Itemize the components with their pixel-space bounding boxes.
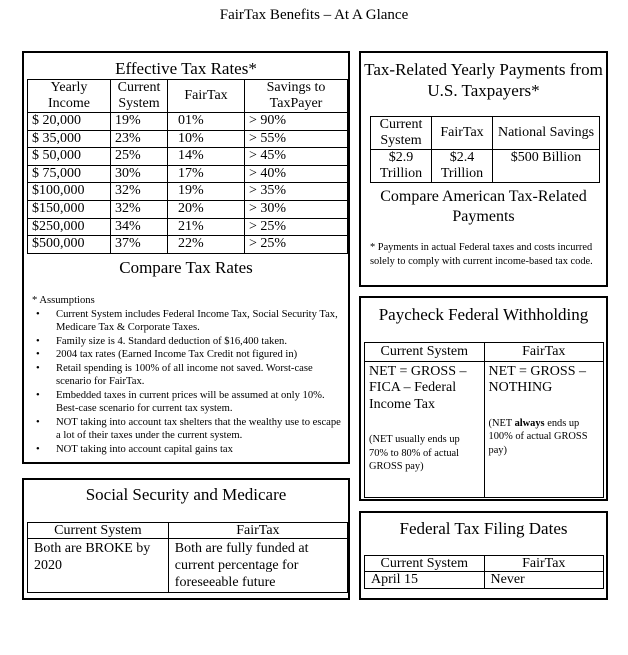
current-net-formula: NET = GROSS – FICA – Federal Income Tax xyxy=(369,363,467,412)
fairtax-rate-cell: 21% xyxy=(168,218,245,236)
fairtax-net-note xyxy=(489,417,600,458)
fairtax-net-formula: NET = GROSS – NOTHING xyxy=(488,363,586,396)
note-text: (NET xyxy=(488,417,515,429)
filing-dates-panel xyxy=(359,511,608,600)
table-row xyxy=(28,200,348,218)
fairtax-payment-cell: $2.4 Trillion xyxy=(432,150,493,183)
current-rate-cell: 25% xyxy=(111,148,168,166)
column-header-fairtax: FairTax xyxy=(484,343,604,362)
current-filing-cell: April 15 xyxy=(365,572,485,589)
assumptions-heading: * Assumptions xyxy=(32,295,95,306)
savings-cell: > 25% xyxy=(245,236,348,254)
table-row xyxy=(371,150,600,183)
table-header-row xyxy=(28,80,348,113)
column-header-fairtax: FairTax xyxy=(432,117,493,150)
column-header-fairtax: FairTax xyxy=(484,556,604,572)
payments-footnote: * Payments in actual Federal taxes and costs incurred solely to comply with current income-based tax code. xyxy=(370,242,593,267)
current-withholding-cell xyxy=(365,361,485,497)
page-title: FairTax Benefits – At A Glance xyxy=(219,7,409,23)
current-net-note: (NET usually ends up 70% to 80% of actual GROSS pay) xyxy=(369,434,460,473)
assumption-item: • Retail spending is 100% of all income not saved. Worst-case scenario for FairTax. xyxy=(56,362,344,389)
table-header-row xyxy=(28,523,348,539)
assumption-item: • Embedded taxes in current prices will be assumed at only 10%. Best-case scenario for current tax system. xyxy=(56,389,344,416)
tax-rates-table xyxy=(27,79,348,254)
yearly-payments-title: Tax-Related Yearly Payments from U.S. Taxpayers* xyxy=(364,60,603,100)
column-header-income: Yearly Income xyxy=(28,80,111,113)
savings-cell: > 30% xyxy=(245,200,348,218)
current-status-cell: Both are BROKE by 2020 xyxy=(28,539,169,593)
effective-tax-rates-panel xyxy=(22,51,350,464)
note-text: ends up 100% of actual GROSS pay) xyxy=(488,417,588,456)
social-security-title: Social Security and Medicare xyxy=(85,485,287,504)
income-cell: $ 50,000 xyxy=(28,148,111,166)
current-rate-cell: 23% xyxy=(111,130,168,148)
table-row xyxy=(365,572,604,589)
assumption-item: • 2004 tax rates (Earned Income Tax Credit not figured in) xyxy=(56,348,344,362)
column-header-current: Current System xyxy=(28,523,169,539)
current-payment-cell: $2.9 Trillion xyxy=(371,150,432,183)
paycheck-withholding-panel xyxy=(359,296,608,501)
current-rate-cell: 30% xyxy=(111,165,168,183)
filing-dates-title: Federal Tax Filing Dates xyxy=(399,519,568,538)
current-rate-cell: 32% xyxy=(111,183,168,201)
table-header-row xyxy=(371,117,600,150)
savings-cell: > 25% xyxy=(245,218,348,236)
column-header-fairtax: FairTax xyxy=(168,80,245,113)
income-cell: $250,000 xyxy=(28,218,111,236)
column-header-national-savings: National Savings xyxy=(493,117,600,150)
current-rate-cell: 37% xyxy=(111,236,168,254)
income-cell: $500,000 xyxy=(28,236,111,254)
column-header-savings: Savings to TaxPayer xyxy=(245,80,348,113)
yearly-payments-panel xyxy=(359,51,608,287)
fairtax-rate-cell: 10% xyxy=(168,130,245,148)
income-cell: $ 20,000 xyxy=(28,113,111,131)
note-emphasis: always xyxy=(514,417,545,429)
table-row xyxy=(28,113,348,131)
savings-cell: > 45% xyxy=(245,148,348,166)
assumptions-notes xyxy=(32,294,344,456)
paycheck-table xyxy=(364,342,604,498)
assumption-item: • Family size is 4. Standard deduction of $16,400 taken. xyxy=(56,335,344,349)
payments-table xyxy=(370,116,600,183)
fairtax-rate-cell: 22% xyxy=(168,236,245,254)
assumptions-list xyxy=(32,308,344,457)
table-row xyxy=(28,165,348,183)
fairtax-rate-cell: 20% xyxy=(168,200,245,218)
compare-tax-rates-caption: Compare Tax Rates xyxy=(119,258,253,277)
fairtax-filing-cell: Never xyxy=(484,572,604,589)
current-rate-cell: 32% xyxy=(111,200,168,218)
savings-cell: > 40% xyxy=(245,165,348,183)
fairtax-rate-cell: 19% xyxy=(168,183,245,201)
savings-cell: > 90% xyxy=(245,113,348,131)
table-row xyxy=(365,361,604,497)
income-cell: $150,000 xyxy=(28,200,111,218)
national-savings-cell: $500 Billion xyxy=(493,150,600,183)
table-row xyxy=(28,218,348,236)
column-header-current: Current System xyxy=(365,343,485,362)
table-row xyxy=(28,236,348,254)
savings-cell: > 55% xyxy=(245,130,348,148)
compare-payments-caption: Compare American Tax-Related Payments xyxy=(380,188,587,225)
savings-cell: > 35% xyxy=(245,183,348,201)
table-row xyxy=(28,183,348,201)
fairtax-rate-cell: 14% xyxy=(168,148,245,166)
table-row xyxy=(28,539,348,593)
fairtax-withholding-cell xyxy=(484,361,604,497)
social-security-panel xyxy=(22,478,350,600)
table-header-row xyxy=(365,556,604,572)
table-row xyxy=(28,148,348,166)
assumption-item: • NOT taking into account tax shelters that the wealthy use to escape a lot of their taxes under the current system. xyxy=(56,416,344,443)
fairtax-rate-cell: 17% xyxy=(168,165,245,183)
current-rate-cell: 19% xyxy=(111,113,168,131)
income-cell: $100,000 xyxy=(28,183,111,201)
table-header-row xyxy=(365,343,604,362)
filing-dates-table xyxy=(364,555,604,589)
table-row xyxy=(28,130,348,148)
fairtax-status-cell: Both are fully funded at current percentage for foreseeable future xyxy=(168,539,347,593)
social-security-table xyxy=(27,522,348,593)
assumption-item: • NOT taking into account capital gains tax xyxy=(56,443,344,457)
current-rate-cell: 34% xyxy=(111,218,168,236)
fairtax-rate-cell: 01% xyxy=(168,113,245,131)
column-header-current: Current System xyxy=(111,80,168,113)
paycheck-withholding-title: Paycheck Federal Withholding xyxy=(378,305,589,324)
effective-tax-rates-title: Effective Tax Rates* xyxy=(115,59,257,78)
column-header-current: Current System xyxy=(365,556,485,572)
assumption-item: • Current System includes Federal Income Tax, Social Security Tax, Medicare Tax & Corporate Taxes. xyxy=(56,308,344,335)
income-cell: $ 75,000 xyxy=(28,165,111,183)
column-header-current: Current System xyxy=(371,117,432,150)
income-cell: $ 35,000 xyxy=(28,130,111,148)
column-header-fairtax: FairTax xyxy=(168,523,347,539)
